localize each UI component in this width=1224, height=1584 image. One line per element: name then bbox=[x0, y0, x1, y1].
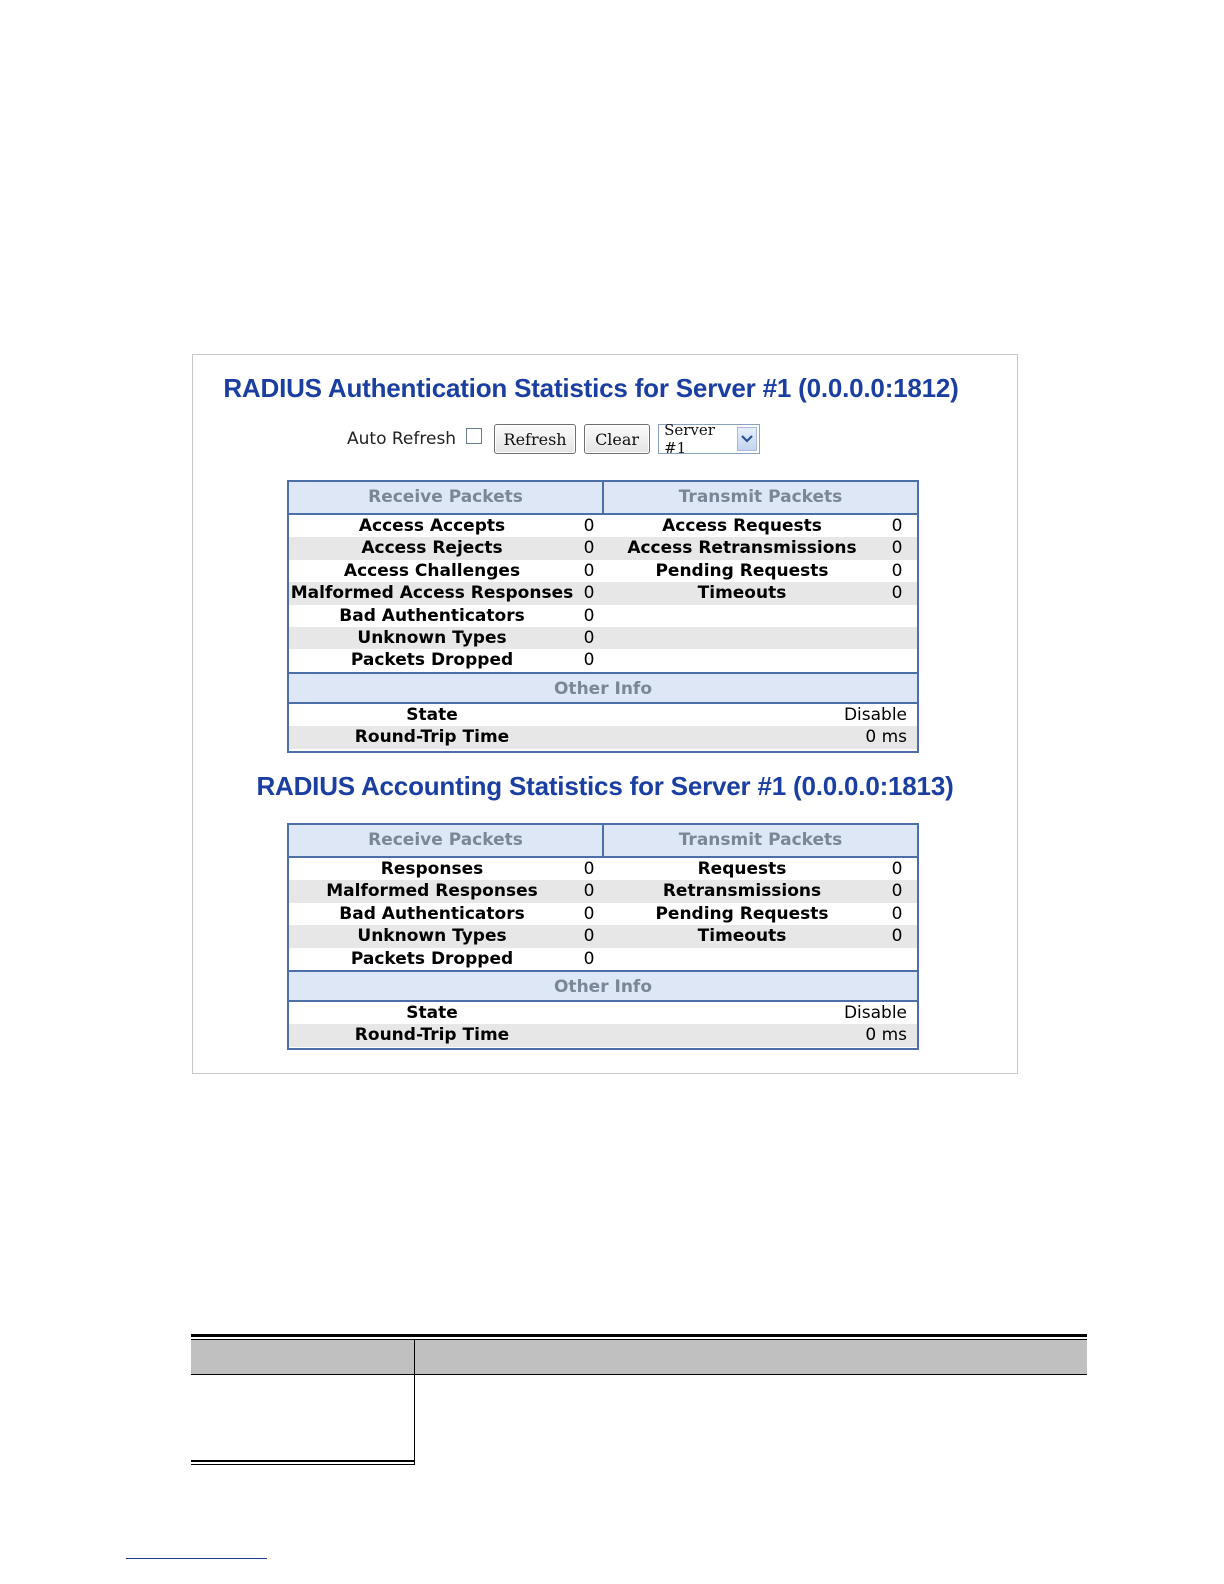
tx-name: Pending Requests bbox=[655, 560, 829, 581]
auth-stats-table bbox=[287, 480, 919, 753]
footnote-separator bbox=[126, 1558, 267, 1559]
rx-value: 0 bbox=[583, 903, 595, 924]
table-row bbox=[289, 1002, 917, 1024]
other-value: Disable bbox=[843, 1002, 907, 1023]
tx-value bbox=[881, 627, 913, 649]
table-row bbox=[289, 649, 917, 671]
chevron-down-icon[interactable] bbox=[737, 427, 757, 451]
other-name: Round-Trip Time bbox=[354, 727, 510, 748]
table-top-rule bbox=[191, 1334, 1087, 1337]
table-row bbox=[289, 948, 917, 970]
table-row bbox=[289, 582, 917, 604]
auto-refresh-checkbox[interactable] bbox=[466, 428, 482, 444]
rx-name: Unknown Types bbox=[357, 926, 507, 947]
rx-value: 0 bbox=[583, 859, 595, 879]
rx-value: 0 bbox=[583, 926, 595, 947]
tx-value: 0 bbox=[891, 538, 903, 559]
rx-name: Malformed Responses bbox=[326, 881, 538, 902]
rx-value: 0 bbox=[583, 650, 595, 671]
transmit-packets-header: Transmit Packets bbox=[678, 830, 843, 850]
auth-stats-title: RADIUS Authentication Statistics for Server #1 (0.0.0.0:1812) bbox=[223, 373, 959, 403]
tx-name: Pending Requests bbox=[655, 903, 829, 924]
rx-name: Access Accepts bbox=[358, 516, 506, 536]
tx-value: 0 bbox=[891, 926, 903, 947]
tx-value: 0 bbox=[891, 516, 903, 536]
table-row bbox=[289, 627, 917, 649]
server-select[interactable] bbox=[658, 421, 760, 457]
rx-name: Bad Authenticators bbox=[339, 903, 525, 924]
toolbar bbox=[347, 423, 760, 455]
transmit-packets-header: Transmit Packets bbox=[678, 487, 843, 507]
rx-name: Bad Authenticators bbox=[339, 605, 525, 626]
rx-value: 0 bbox=[583, 948, 595, 969]
table-row bbox=[289, 560, 917, 582]
table-row bbox=[289, 925, 917, 947]
other-name: Round-Trip Time bbox=[354, 1025, 510, 1046]
table-bottom-rule bbox=[191, 1460, 415, 1462]
rx-value: 0 bbox=[583, 516, 595, 536]
acct-stats-title: RADIUS Accounting Statistics for Server #1 (0.0.0.0:1813) bbox=[256, 771, 954, 801]
table-row bbox=[289, 515, 917, 537]
tx-value: 0 bbox=[891, 881, 903, 902]
tx-value bbox=[881, 649, 913, 671]
clear-button[interactable]: Clear bbox=[584, 424, 650, 454]
tx-name: Timeouts bbox=[697, 926, 787, 947]
tx-name bbox=[603, 948, 881, 970]
server-select-value: Server #1 bbox=[664, 421, 715, 457]
rx-value: 0 bbox=[583, 538, 595, 559]
tx-value: 0 bbox=[891, 903, 903, 924]
receive-packets-header: Receive Packets bbox=[289, 825, 604, 856]
rx-name: Packets Dropped bbox=[350, 650, 514, 671]
tx-name bbox=[603, 605, 881, 627]
tx-name: Retransmissions bbox=[662, 881, 822, 902]
other-value: 0 ms bbox=[865, 727, 907, 748]
other-info-header: Other Info bbox=[289, 672, 917, 704]
tx-value: 0 bbox=[891, 583, 903, 604]
tx-value: 0 bbox=[891, 560, 903, 581]
table-row bbox=[289, 903, 917, 925]
tx-name: Access Retransmissions bbox=[627, 538, 857, 559]
receive-packets-header: Receive Packets bbox=[289, 482, 604, 513]
other-value: Disable bbox=[843, 704, 907, 725]
tx-name bbox=[603, 627, 881, 649]
rx-value: 0 bbox=[583, 560, 595, 581]
table-row bbox=[289, 605, 917, 627]
acct-stats-table bbox=[287, 823, 919, 1050]
acct-table-header bbox=[289, 825, 917, 858]
other-name: State bbox=[406, 1002, 458, 1023]
tx-name: Requests bbox=[697, 859, 787, 879]
rx-value: 0 bbox=[583, 583, 595, 604]
tx-value bbox=[881, 605, 913, 627]
radius-statistics-screenshot bbox=[192, 354, 1018, 1074]
other-value: 0 ms bbox=[865, 1025, 907, 1046]
tx-value: 0 bbox=[891, 859, 903, 879]
table-header-row bbox=[191, 1340, 1087, 1374]
table-bottom-rule-thin bbox=[191, 1464, 415, 1465]
refresh-button[interactable]: Refresh bbox=[494, 424, 576, 454]
auto-refresh-label: Auto Refresh bbox=[347, 429, 457, 449]
tx-name: Timeouts bbox=[697, 583, 787, 604]
rx-value: 0 bbox=[583, 881, 595, 902]
table-row bbox=[289, 704, 917, 726]
rx-value: 0 bbox=[583, 627, 595, 648]
rx-name: Unknown Types bbox=[357, 627, 507, 648]
rx-name: Access Challenges bbox=[343, 560, 521, 581]
table-row bbox=[289, 880, 917, 902]
tx-value bbox=[881, 948, 913, 970]
tx-name: Access Requests bbox=[662, 516, 822, 536]
table-column-divider bbox=[414, 1340, 415, 1464]
table-row bbox=[289, 858, 917, 880]
table-row bbox=[289, 537, 917, 559]
rx-name: Responses bbox=[380, 859, 484, 879]
table-row bbox=[289, 726, 917, 748]
auth-table-header bbox=[289, 482, 917, 515]
rx-name: Packets Dropped bbox=[350, 948, 514, 969]
rx-name: Access Rejects bbox=[361, 538, 503, 559]
rx-name: Malformed Access Responses bbox=[290, 583, 574, 604]
other-info-header: Other Info bbox=[289, 970, 917, 1002]
other-name: State bbox=[406, 704, 458, 725]
table-row bbox=[289, 1024, 917, 1046]
rx-value: 0 bbox=[583, 605, 595, 626]
table-header-divider bbox=[191, 1374, 1087, 1375]
tx-name bbox=[603, 649, 881, 671]
